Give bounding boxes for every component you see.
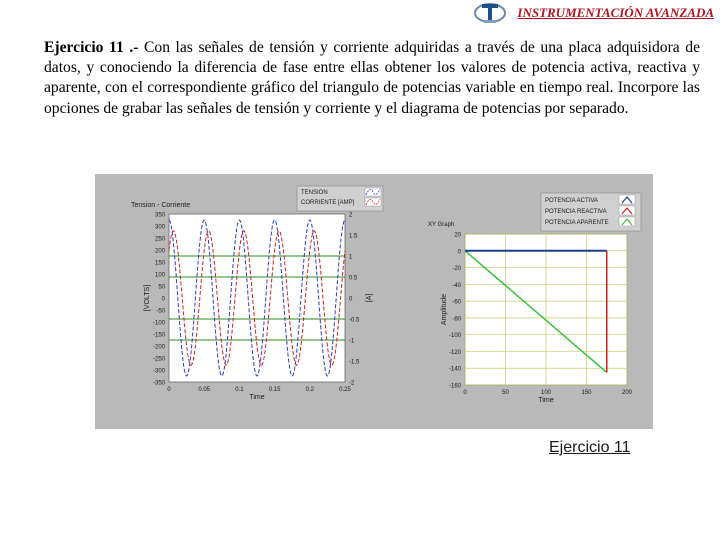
chart1-xtick-0: 0: [167, 387, 171, 393]
chart1-xtick-5: 0.25: [339, 387, 351, 393]
chart2-xlabel: Time: [538, 397, 554, 404]
chart1-title: Tension - Corriente: [131, 202, 191, 209]
chart1-xlabel: Time: [249, 394, 265, 401]
chart1-y2tick-2: 1: [349, 254, 353, 261]
chart1-ytick-1: 300: [154, 224, 165, 231]
chart2-xtick-2: 100: [540, 390, 552, 396]
chart1-y2tick-7: -1.5: [349, 359, 360, 366]
chart1-legend-label-0: TENSION: [301, 190, 328, 196]
chart2-ytick-0: 20: [454, 232, 461, 239]
chart2-legend-label-1: POTENCIA REACTIVA: [545, 209, 607, 215]
chart1-y2tick-1: 1.5: [349, 233, 358, 240]
chart1-ytick-8: -50: [156, 308, 165, 315]
chart2-xtick-3: 150: [581, 390, 592, 396]
chart1-y2tick-8: -2: [349, 380, 355, 387]
chart2-xtick-1: 50: [502, 390, 509, 396]
chart1-y2label: [A]: [366, 293, 373, 303]
chart2-ytick-6: -100: [448, 333, 461, 340]
exercise-link[interactable]: Ejercicio 11: [549, 439, 631, 456]
chart1-ytick-2: 250: [154, 236, 165, 243]
chart1-xtick-4: 0.2: [305, 387, 314, 393]
chart1-ytick-6: 50: [158, 284, 165, 291]
chart2-ylabel: Amplitude: [441, 293, 448, 326]
chart1-y2tick-3: 0.5: [349, 275, 358, 282]
exercise-label: Ejercicio 11 .-: [44, 39, 139, 56]
chart1-ytick-14: -350: [152, 380, 165, 387]
chart2-ytick-4: -60: [452, 299, 461, 306]
chart2-ytick-7: -120: [448, 349, 461, 356]
chart1-ytick-5: 100: [154, 272, 165, 279]
chart1-ytick-12: -250: [152, 356, 165, 363]
course-title: INSTRUMENTACIÓN AVANZADA: [517, 5, 714, 20]
chart1-ytick-13: -300: [152, 368, 165, 375]
chart2-ytick-3: -40: [452, 282, 461, 289]
chart1-ytick-7: 0: [161, 296, 165, 303]
chart1-ylabel: [VOLTS]: [144, 284, 151, 312]
chart2-ytick-1: 0: [457, 249, 461, 256]
chart1-ytick-0: 350: [154, 212, 165, 219]
chart1-xtick-1: 0.05: [198, 387, 211, 393]
chart1-ytick-9: -100: [152, 320, 165, 327]
chart2-ytick-8: -140: [448, 366, 461, 373]
chart1-legend-label-1: CORRIENTE [AMP]: [301, 200, 355, 206]
front-panel-svg: [95, 174, 653, 429]
chart1-ytick-4: 150: [154, 260, 165, 267]
chart2-ytick-5: -80: [452, 316, 461, 323]
chart1-xtick-2: 0.1: [235, 387, 244, 393]
chart1-ytick-11: -200: [152, 344, 165, 351]
chart1-xtick-3: 0.15: [268, 387, 281, 393]
chart1-ytick-10: -150: [152, 332, 165, 339]
chart2-legend-label-2: POTENCIA APARENTE: [545, 220, 609, 226]
chart1-y2tick-0: 2: [349, 212, 353, 219]
university-logo-icon: [473, 0, 507, 26]
page-header: [473, 0, 714, 26]
chart1-ytick-3: 200: [154, 248, 165, 255]
chart2-title: XY Graph: [428, 222, 455, 228]
chart1-y2tick-4: 0: [349, 296, 353, 303]
chart2-ytick-9: -160: [448, 383, 461, 390]
chart2-legend-label-0: POTENCIA ACTIVA: [545, 198, 598, 204]
chart2-xtick-4: 200: [621, 390, 633, 396]
exercise-statement: [44, 38, 700, 119]
labview-front-panel: [95, 174, 653, 429]
chart2-xtick-0: 0: [463, 390, 467, 396]
chart2-ytick-2: -20: [452, 266, 461, 273]
chart1-y2tick-5: -0.5: [349, 317, 360, 324]
exercise-text: Con las señales de tensión y corriente adquiridas a través de una placa adquisidora de datos, y conociendo la diferencia de fase entre ellas obtener los valores de potencia activa, reactiva y aparente, con el correspondiente gráfico del triangulo de potencias variable en tiempo real. Incorpore las opciones de grabar las señales de tensión y corriente y el diagrama de potencias por separado.: [44, 39, 700, 117]
chart1-y2tick-6: -1: [349, 338, 355, 345]
